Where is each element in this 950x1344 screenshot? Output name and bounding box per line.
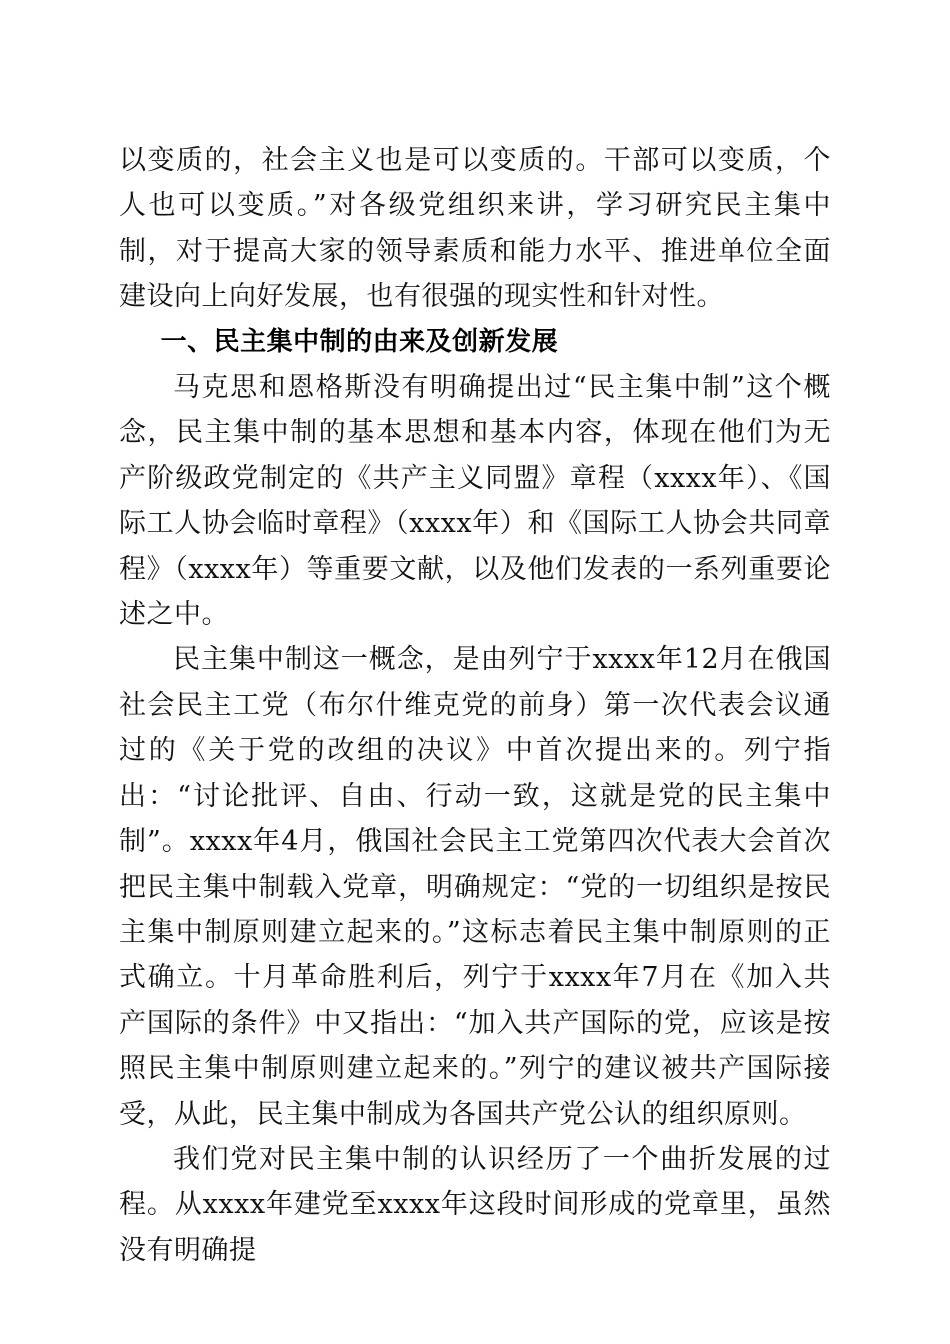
paragraph-lenin: 民主集中制这一概念，是由列宁于xxxx年12月在俄国社会民主工党（布尔什维克党的前身）第一次代表会议通过的《关于党的改组的决议》中首次提出来的。列宁指出：“讨论批评、自由、行动一致，这就是党的民主集中制”。xxxx年4月，俄国社会民主工党第四次代表大会首次把民主集中制载入党章，明确规定：“党的一切组织是按民主集中制原则建立起来的。”这标志着民主集中制原则的正式确立。十月革命胜利后，列宁于xxxx年7月在《加入共产国际的条件》中又指出：“加入共产国际的党，应该是按照民主集中制原则建立起来的。”列宁的建议被共产国际接受，从此，民主集中制成为各国共产党公认的组织原则。 [119,644,831,1130]
document-body [119,138,831,1273]
paragraph-marx-engels: 马克思和恩格斯没有明确提出过“民主集中制”这个概念，民主集中制的基本思想和基本内容，体现在他们为无产阶级政党制定的《共产主义同盟》章程（xxxx年）、《国际工人协会临时章程》（xxxx年）和《国际工人协会共同章程》（xxxx年）等重要文献，以及他们发表的一系列重要论述之中。 [119,372,831,631]
paragraph-continued: 以变质的，社会主义也是可以变质的。干部可以变质，个人也可以变质。”对各级党组织来讲，学习研究民主集中制，对于提高大家的领导素质和能力水平、推进单位全面建设向上向好发展，也有很强的现实性和针对性。 [119,145,831,313]
paragraph-party-history: 我们党对民主集中制的认识经历了一个曲折发展的过程。从xxxx年建党至xxxx年这段时间形成的党章里，虽然没有明确提 [119,1143,831,1266]
section-heading: 一、民主集中制的由来及创新发展 [160,326,559,357]
